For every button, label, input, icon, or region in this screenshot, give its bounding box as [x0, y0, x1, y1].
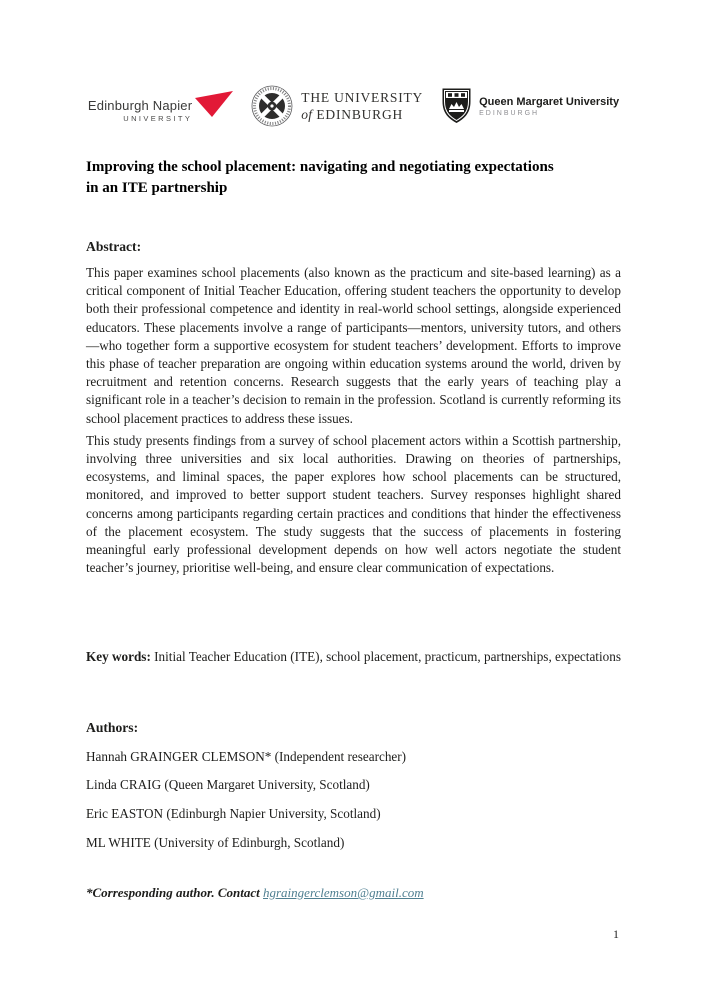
qmu-logo-subtitle: EDINBURGH [479, 109, 540, 117]
uoe-logo-line2: EDINBURGH [316, 106, 404, 122]
corresponding-author-footnote [86, 884, 621, 902]
queen-margaret-university-logo [441, 87, 619, 125]
author-line: Linda CRAIG (Queen Margaret University, Scotland) [86, 777, 370, 793]
authors-heading: Authors: [86, 720, 139, 735]
abstract-paragraph-2: This study presents findings from a survey of school placement actors within a Scottish partnership, involving three universities and six local authorities. Drawing on theories of partnerships, ecosystems, and liminal spaces, the paper explores how school placements can be structured, monitored, and improved to better support student teachers. Survey responses highlight shared concerns among participants regarding certain practices and conditions that hinder the effectiveness of the placement ecosystem. The study suggests that the success of placements in fostering meaningful early professional development depends on how well actors negotiate the student teacher’s journey, prioritise well-being, and ensure clear communication of expectations. [86, 432, 621, 576]
footnote-lead: *Corresponding author. Contact [86, 885, 263, 900]
keywords-line [86, 648, 621, 666]
university-of-edinburgh-logo [251, 85, 423, 127]
keywords-label: Key words: [86, 649, 151, 664]
email-link[interactable]: hgraingerclemson@gmail.com [263, 885, 424, 900]
author-line: Hannah GRAINGER CLEMSON* (Independent researcher) [86, 748, 407, 764]
paper-title-line2: in an ITE partnership [86, 180, 228, 196]
napier-logo-subtitle: UNIVERSITY [123, 114, 193, 123]
author-line: ML WHITE (University of Edinburgh, Scotland) [86, 834, 345, 850]
page-number: 1 [613, 927, 619, 941]
abstract-paragraph-1: This paper examines school placements (also known as the practicum and site-based learning) as a critical component of Initial Teacher Education, offering student teachers the opportunity to develop both their professional competence and identity in real-world school settings, alongside experienced educators. These placements involve a range of participants—mentors, university tutors, and others—who together form a supportive ecosystem for student teachers’ development. Efforts to improve this phase of teacher preparation are ongoing within education systems around the world, driven by recruitment and retention concerns. Research suggests that the early years of teaching play a significant role in a teacher’s decision to remain in the profession. Scotland is currently reforming its school placement practices to address these issues. [86, 265, 621, 426]
napier-red-flag-icon [195, 91, 233, 117]
qmu-logo-name: Queen Margaret University [479, 95, 620, 108]
author-line: Eric EASTON (Edinburgh Napier University, Scotland) [86, 806, 381, 822]
authors-section [86, 719, 621, 852]
paper-title-line1: Improving the school placement: navigating and negotiating expectations [86, 159, 554, 175]
napier-logo-name: Edinburgh Napier [87, 98, 193, 113]
edinburgh-napier-logo [88, 89, 233, 123]
abstract-body [86, 264, 621, 581]
paper-title [86, 157, 621, 199]
keywords-text: Initial Teacher Education (ITE), school placement, practicum, partnerships, expectations [154, 649, 621, 664]
edinburgh-crest-icon [251, 85, 293, 127]
uoe-logo-line1: THE UNIVERSITY [301, 89, 424, 105]
uoe-logo-of: of [301, 106, 313, 122]
abstract-heading: Abstract: [86, 239, 142, 254]
qmu-shield-icon [441, 87, 472, 125]
header-logos [86, 82, 621, 130]
